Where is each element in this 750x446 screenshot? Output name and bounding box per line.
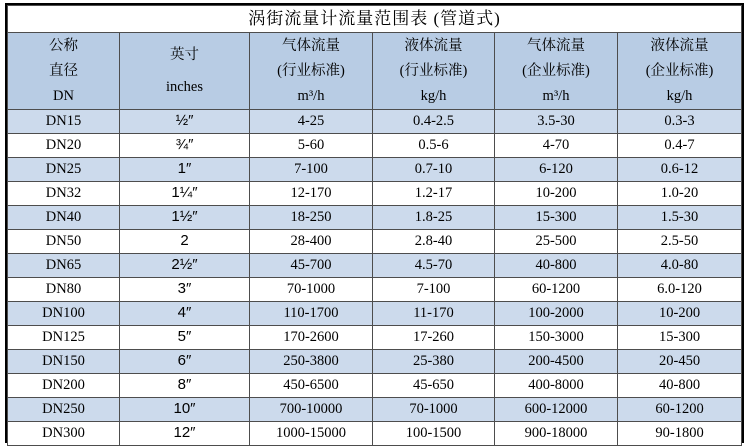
cell-dn: DN15 (8, 110, 120, 134)
header-gas-flow-industry (250, 33, 373, 110)
cell-flow-range: 7-100 (373, 278, 495, 302)
cell-flow-range: 25-380 (373, 350, 495, 374)
table-row (8, 350, 742, 374)
cell-flow-range: 1.0-20 (618, 182, 742, 206)
cell-inches: 8″ (120, 374, 250, 398)
cell-flow-range: 110-1700 (250, 302, 373, 326)
header-line: m³/h (543, 84, 570, 109)
cell-dn: DN40 (8, 206, 120, 230)
header-line: (企业标准) (522, 59, 590, 84)
header-nominal-diameter (8, 33, 120, 110)
cell-flow-range: 2.5-50 (618, 230, 742, 254)
cell-flow-range: 4-70 (495, 134, 618, 158)
header-line: 液体流量 (651, 34, 709, 59)
cell-flow-range: 7-100 (250, 158, 373, 182)
cell-flow-range: 15-300 (618, 326, 742, 350)
cell-flow-range: 70-1000 (373, 398, 495, 422)
header-liquid-flow-industry (373, 33, 495, 110)
header-line: (行业标准) (277, 59, 345, 84)
cell-flow-range: 28-400 (250, 230, 373, 254)
cell-dn: DN200 (8, 374, 120, 398)
header-gas-flow-enterprise (495, 33, 618, 110)
cell-flow-range: 170-2600 (250, 326, 373, 350)
table-row (8, 254, 742, 278)
cell-dn: DN300 (8, 422, 120, 446)
cell-inches: 4″ (120, 302, 250, 326)
cell-flow-range: 45-650 (373, 374, 495, 398)
table-row (8, 422, 742, 446)
cell-flow-range: 1000-15000 (250, 422, 373, 446)
header-line: 气体流量 (527, 34, 585, 59)
flow-range-table-frame (5, 3, 744, 443)
cell-flow-range: 3.5-30 (495, 110, 618, 134)
flow-range-table (7, 5, 742, 446)
table-row (8, 374, 742, 398)
header-inches (120, 33, 250, 110)
cell-flow-range: 15-300 (495, 206, 618, 230)
cell-dn: DN20 (8, 134, 120, 158)
cell-dn: DN125 (8, 326, 120, 350)
header-line: m³/h (298, 84, 325, 109)
header-line: 液体流量 (405, 34, 463, 59)
cell-flow-range: 40-800 (495, 254, 618, 278)
cell-flow-range: 17-260 (373, 326, 495, 350)
cell-dn: DN100 (8, 302, 120, 326)
table-row (8, 158, 742, 182)
cell-flow-range: 900-18000 (495, 422, 618, 446)
cell-flow-range: 450-6500 (250, 374, 373, 398)
cell-flow-range: 700-10000 (250, 398, 373, 422)
cell-flow-range: 0.6-12 (618, 158, 742, 182)
cell-inches: 12″ (120, 422, 250, 446)
cell-dn: DN250 (8, 398, 120, 422)
cell-flow-range: 250-3800 (250, 350, 373, 374)
cell-flow-range: 25-500 (495, 230, 618, 254)
table-title-row (8, 6, 742, 33)
cell-flow-range: 200-4500 (495, 350, 618, 374)
cell-dn: DN25 (8, 158, 120, 182)
cell-flow-range: 12-170 (250, 182, 373, 206)
cell-flow-range: 1.8-25 (373, 206, 495, 230)
header-line: (行业标准) (400, 59, 468, 84)
cell-inches: 2 (120, 230, 250, 254)
cell-inches: 6″ (120, 350, 250, 374)
cell-flow-range: 20-450 (618, 350, 742, 374)
table-header-row (8, 33, 742, 110)
cell-flow-range: 45-700 (250, 254, 373, 278)
table-body (8, 110, 742, 446)
cell-flow-range: 5-60 (250, 134, 373, 158)
table-row (8, 110, 742, 134)
cell-inches: 3″ (120, 278, 250, 302)
cell-inches: 10″ (120, 398, 250, 422)
cell-flow-range: 1.5-30 (618, 206, 742, 230)
cell-inches: 1″ (120, 158, 250, 182)
cell-inches: 1½″ (120, 206, 250, 230)
cell-dn: DN80 (8, 278, 120, 302)
cell-dn: DN150 (8, 350, 120, 374)
cell-inches: 2½″ (120, 254, 250, 278)
cell-flow-range: 40-800 (618, 374, 742, 398)
table-row (8, 134, 742, 158)
header-line: kg/h (667, 84, 693, 109)
header-line: kg/h (421, 84, 447, 109)
cell-flow-range: 11-170 (373, 302, 495, 326)
cell-inches: 5″ (120, 326, 250, 350)
cell-inches: ½″ (120, 110, 250, 134)
cell-flow-range: 1.2-17 (373, 182, 495, 206)
cell-flow-range: 0.4-2.5 (373, 110, 495, 134)
table-row (8, 326, 742, 350)
cell-flow-range: 90-1800 (618, 422, 742, 446)
cell-flow-range: 150-3000 (495, 326, 618, 350)
table-row (8, 398, 742, 422)
cell-dn: DN50 (8, 230, 120, 254)
cell-inches: 1¼″ (120, 182, 250, 206)
cell-flow-range: 0.5-6 (373, 134, 495, 158)
table-row (8, 278, 742, 302)
cell-flow-range: 100-2000 (495, 302, 618, 326)
header-line: (企业标准) (646, 59, 714, 84)
cell-flow-range: 60-1200 (495, 278, 618, 302)
header-line: 公称 (49, 34, 78, 59)
cell-flow-range: 0.4-7 (618, 134, 742, 158)
cell-flow-range: 70-1000 (250, 278, 373, 302)
table-row (8, 230, 742, 254)
cell-flow-range: 18-250 (250, 206, 373, 230)
header-line: 气体流量 (282, 34, 340, 59)
table-row (8, 206, 742, 230)
header-line: DN (53, 84, 74, 109)
table-row (8, 302, 742, 326)
cell-dn: DN32 (8, 182, 120, 206)
cell-flow-range: 400-8000 (495, 374, 618, 398)
cell-dn: DN65 (8, 254, 120, 278)
cell-flow-range: 4.5-70 (373, 254, 495, 278)
cell-flow-range: 2.8-40 (373, 230, 495, 254)
header-line: 直径 (49, 59, 78, 84)
cell-flow-range: 10-200 (618, 302, 742, 326)
header-liquid-flow-enterprise (618, 33, 742, 110)
table-row (8, 182, 742, 206)
cell-flow-range: 0.3-3 (618, 110, 742, 134)
cell-flow-range: 100-1500 (373, 422, 495, 446)
cell-flow-range: 0.7-10 (373, 158, 495, 182)
cell-flow-range: 6-120 (495, 158, 618, 182)
cell-flow-range: 6.0-120 (618, 278, 742, 302)
header-line: 英寸 (170, 39, 199, 71)
cell-flow-range: 60-1200 (618, 398, 742, 422)
cell-flow-range: 4-25 (250, 110, 373, 134)
table-title: 涡街流量计流量范围表 (管道式) (8, 6, 742, 33)
cell-flow-range: 4.0-80 (618, 254, 742, 278)
cell-flow-range: 600-12000 (495, 398, 618, 422)
cell-inches: ¾″ (120, 134, 250, 158)
header-line: inches (166, 71, 203, 103)
cell-flow-range: 10-200 (495, 182, 618, 206)
